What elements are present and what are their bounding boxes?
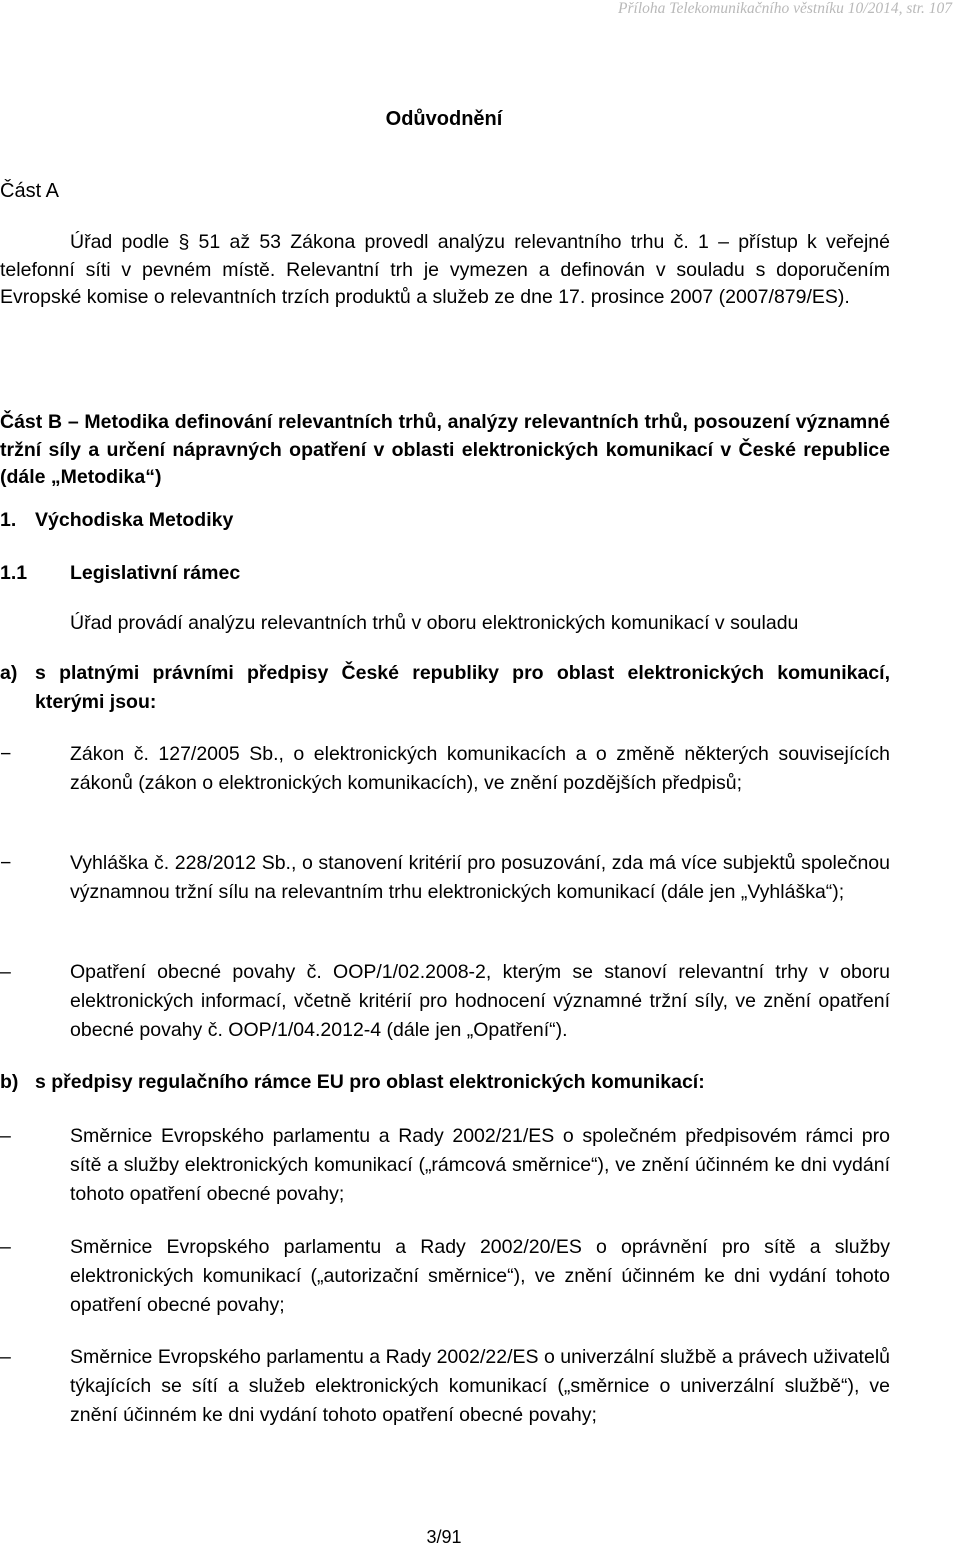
list-item-text: Směrnice Evropského parlamentu a Rady 2002/21/ES o společném předpisovém rámci pro sítě a služby elektronických komunikací („rámcová směrnice“), ve znění účinném ke dni vydání tohoto opatření obecné povahy;	[70, 1125, 890, 1205]
part-b-heading: Část B – Metodika definování relevantních trhů, analýzy relevantních trhů, posouzení významné tržní síly a určení nápravných opatření v oblasti elektronických komunikací v České republice (dále „Metodika“)	[0, 411, 890, 488]
list-item-text: Směrnice Evropského parlamentu a Rady 2002/20/ES o oprávnění pro sítě a služby elektronických komunikací („autorizační směrnice“), ve znění účinném ke dni vydání tohoto opatření obecné povahy;	[70, 1236, 890, 1316]
list-item	[0, 740, 890, 798]
dash-bullet: −	[0, 852, 12, 874]
list-item-text: Zákon č. 127/2005 Sb., o elektronických komunikacích a o změně některých souvisejících zákonů (zákon o elektronických komunikacích), ve znění pozdějších předpisů;	[70, 743, 890, 794]
list-item	[0, 958, 890, 1045]
list-item	[0, 849, 890, 907]
list-a-text: s platnými právními předpisy České republiky pro oblast elektronických komunikací, kterými jsou:	[35, 662, 890, 713]
list-item	[0, 1343, 890, 1430]
dash-bullet: –	[0, 1236, 11, 1258]
list-item-text: Vyhláška č. 228/2012 Sb., o stanovení kritérií pro posuzování, zda má více subjektů společnou významnou tržní sílu na relevantním trhu elektronických komunikací (dále jen „Vyhláška“);	[70, 852, 890, 903]
part-a-heading: Část A	[0, 180, 59, 202]
section-1-number: 1.	[0, 509, 17, 531]
list-b-heading	[0, 1068, 890, 1097]
list-b-marker: b)	[0, 1071, 19, 1093]
document-title: Odůvodnění	[385, 108, 503, 130]
page-number: 3/91	[426, 1527, 462, 1547]
dash-bullet: –	[0, 961, 11, 983]
journal-header: Příloha Telekomunikačního věstníku 10/2014, str. 107	[618, 0, 952, 17]
dash-bullet: –	[0, 1125, 11, 1147]
list-item	[0, 1122, 890, 1209]
list-b-text: s předpisy regulačního rámce EU pro oblast elektronických komunikací:	[35, 1071, 705, 1093]
section-1-heading	[0, 509, 233, 532]
list-a-heading	[0, 659, 890, 717]
section-1-1-heading	[0, 562, 240, 585]
list-item-text: Opatření obecné povahy č. OOP/1/02.2008-2, kterým se stanoví relevantní trhy v oboru elektronických informací, včetně kritérií pro hodnocení významné tržní síly, ve znění opatření obecné povahy č. OOP/1/04.2012-4 (dále jen „Opatření“).	[70, 961, 890, 1041]
section-1-1-title: Legislativní rámec	[70, 562, 241, 584]
list-item	[0, 1233, 890, 1320]
dash-bullet: –	[0, 1346, 11, 1368]
list-item-text: Směrnice Evropského parlamentu a Rady 2002/22/ES o univerzální službě a právech uživatelů týkajících se sítí a služeb elektronických komunikací („směrnice o univerzální službě“), ve znění účinném ke dni vydání tohoto opatření obecné povahy;	[70, 1346, 890, 1426]
section-1-title: Východiska Metodiky	[35, 509, 234, 531]
legislative-intro: Úřad provádí analýzu relevantních trhů v oboru elektronických komunikací v souladu	[70, 612, 799, 634]
section-1-1-number: 1.1	[0, 562, 28, 584]
part-a-paragraph: Úřad podle § 51 až 53 Zákona provedl analýzu relevantního trhu č. 1 – přístup k veřejné telefonní síti v pevném místě. Relevantní trh je vymezen a definován v souladu s doporučením Evropské komise o relevantních trzích produktů a služeb ze dne 17. prosince 2007 (2007/879/ES).	[0, 231, 890, 308]
list-a-marker: a)	[0, 662, 18, 684]
dash-bullet: −	[0, 743, 12, 765]
